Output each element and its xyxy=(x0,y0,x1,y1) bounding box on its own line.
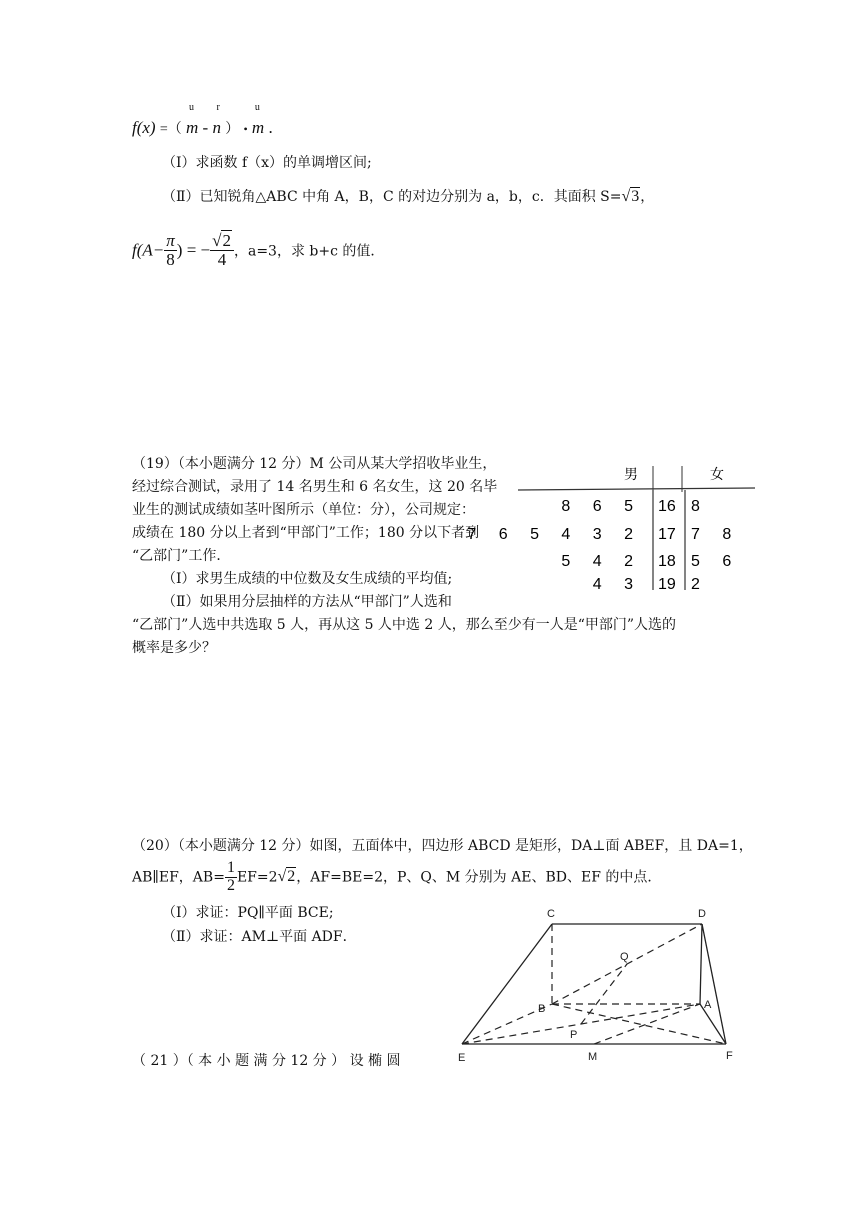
q21-line: （ 21 ）（ 本 小 题 满 分 12 分 ） 设 椭 圆 xyxy=(132,1053,401,1069)
q19-part1: （Ⅰ）求男生成绩的中位数及女生成绩的平均值; xyxy=(162,571,453,587)
q20-line2-post: ，AF=BE=2，P、Q、M 分别为 AE、BD、EF 的中点． xyxy=(296,869,662,886)
female-leaves-18: 5 6 xyxy=(691,553,741,570)
edge-BF-hidden xyxy=(552,1004,726,1044)
female-leaves-19: 2 xyxy=(691,576,709,593)
q20-part1: （Ⅰ）求证：PQ∥平面 BCE; xyxy=(162,905,334,921)
edge-PQ-hidden xyxy=(581,964,627,1024)
label-E: E xyxy=(458,1052,466,1064)
q18-fx: f(x) xyxy=(132,118,156,137)
q20-line-2 xyxy=(132,860,661,895)
label-F: F xyxy=(726,1050,733,1062)
stem-16: 16 xyxy=(658,498,676,515)
label-C: C xyxy=(547,908,555,920)
q19-line-5: “乙部门”工作． xyxy=(132,548,231,564)
stem-18: 18 xyxy=(658,553,676,570)
q19-line-1: （19）（本小题满分 12 分）M 公司从某大学招收毕业生， xyxy=(132,456,497,472)
label-D: D xyxy=(698,908,706,920)
edge-DA xyxy=(700,924,702,1004)
q18-part2 xyxy=(162,186,654,206)
sqrt-3: √3 xyxy=(621,188,640,205)
q19-line-4: 成绩在 180 分以上者到“甲部门”工作；180 分以下者到 xyxy=(132,525,480,541)
q18-accent-m1: u xyxy=(189,102,194,113)
frac-one-half: $\frac{1}{2}$ xyxy=(226,859,235,894)
q19-part2b: “乙部门”人选中共选取 5 人，再从这 5 人中选 2 人，那么至少有一人是“甲部门”人选的 xyxy=(132,617,677,633)
q18-dot: • xyxy=(243,122,248,136)
q18-minus: - xyxy=(202,118,213,137)
q18-part2-comma: ， xyxy=(640,189,655,205)
q18-accent-m2: u xyxy=(254,102,260,113)
q20-part2: （Ⅱ）求证：AM⊥平面 ADF． xyxy=(162,929,357,945)
q18-accent-n: r xyxy=(216,102,220,113)
stem-header-line xyxy=(518,488,755,490)
edge-MA-hidden xyxy=(594,1004,700,1044)
q18-period: . xyxy=(268,118,273,137)
cond-f: f(A− xyxy=(132,240,165,260)
pentahedron-figure xyxy=(448,904,768,1074)
q18-formula xyxy=(132,102,273,138)
stem-19: 19 xyxy=(658,576,676,593)
q19-part2a: （Ⅱ）如果用分层抽样的方法从“甲部门”人选和 xyxy=(162,594,452,610)
q18-condition xyxy=(132,232,384,269)
q20-line2-mid: EF=2 xyxy=(236,869,278,886)
q18-m1: m xyxy=(186,118,199,137)
stem-leaf-plot xyxy=(467,462,760,594)
female-leaves-16: 8 xyxy=(691,498,709,515)
q18-n: n xyxy=(212,118,221,137)
sqrt-2: √2 xyxy=(277,868,296,886)
q18-part2-text: （Ⅱ）已知锐角△ABC 中角 A，B，C 的对边分别为 a，b，c．其面积 S= xyxy=(162,189,622,205)
male-leaves-19: 4 3 xyxy=(592,576,642,593)
q18-eq: =（ xyxy=(159,122,182,137)
q20-line2-pre: AB∥EF，AB= xyxy=(132,869,225,886)
cond-eq: ) = − xyxy=(176,240,211,260)
stem-header-female: 女 xyxy=(710,466,724,482)
label-M: M xyxy=(588,1051,598,1063)
q19-line-3: 业生的测试成绩如茎叶图所示（单位：分），公司规定： xyxy=(132,502,475,518)
q18-part1: （Ⅰ）求函数 f（x）的单调增区间; xyxy=(162,155,372,171)
stem-17: 17 xyxy=(658,526,676,543)
q19-part2c: 概率是多少？ xyxy=(132,640,216,656)
label-Q: Q xyxy=(620,951,629,963)
label-B: B xyxy=(538,1003,546,1015)
male-leaves-17: 7 6 5 4 3 2 xyxy=(467,526,642,543)
female-leaves-17: 7 8 xyxy=(691,526,741,543)
male-leaves-16: 8 6 5 xyxy=(561,498,642,515)
male-leaves-18: 5 4 2 xyxy=(561,553,642,570)
cond-pi-over-8: $\frac{\pi}{8}$ xyxy=(166,231,175,269)
cond-sqrt2-over-4: $\frac{√2}{4}$ xyxy=(210,232,234,269)
q19-line-2: 经过综合测试，录用了 14 名男生和 6 名女生，这 20 名毕 xyxy=(132,479,498,495)
label-A: A xyxy=(704,999,712,1011)
q20-line-1: （20）（本小题满分 12 分）如图，五面体中，四边形 ABCD 是矩形，DA⊥面 ABEF，且 DA=1， xyxy=(132,838,753,854)
stem-header-male: 男 xyxy=(624,466,638,482)
q18-close: ） xyxy=(225,122,240,137)
edge-CE xyxy=(462,924,552,1044)
cond-tail: ，a=3，求 b+c 的值． xyxy=(233,243,385,260)
q18-m2: m xyxy=(251,118,265,137)
label-P: P xyxy=(570,1029,578,1041)
